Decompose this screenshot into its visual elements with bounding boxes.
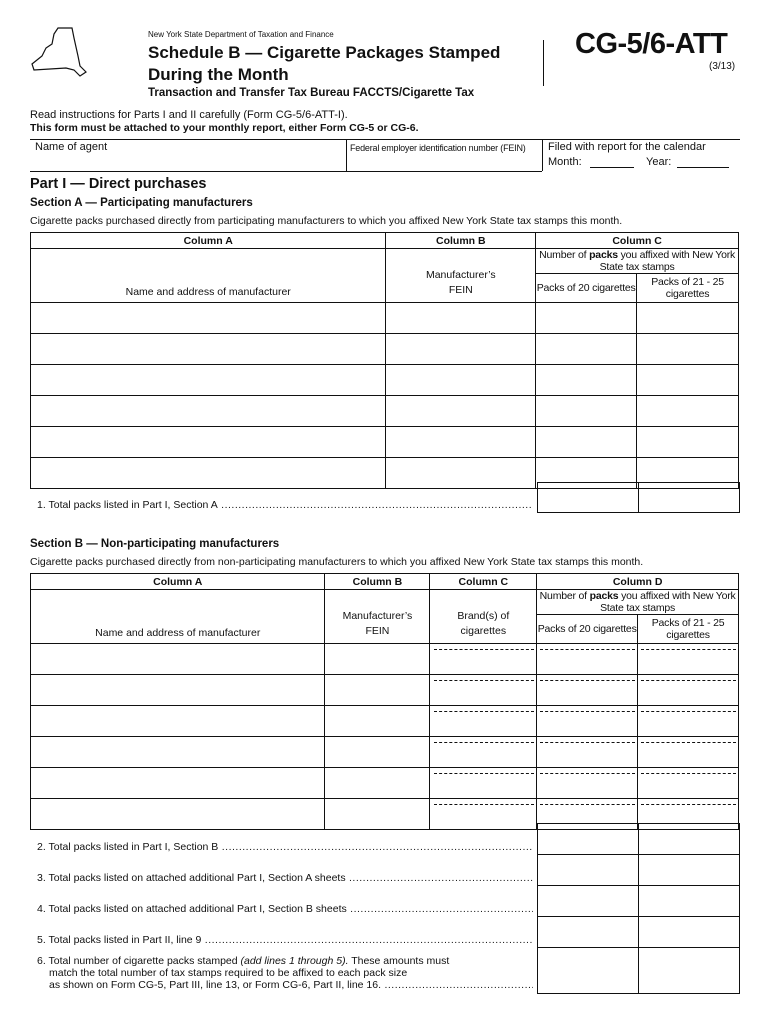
sectionA-row4-packs2125[interactable] [637,396,739,427]
line6-label-c: as shown on Form CG-5, Part III, line 13, or Form CG-6, Part II, line 16. ..... [49,979,533,991]
line1-label: 1. Total packs listed in Part I, Section A ..... [37,499,533,511]
sectionB-colA-header: Column A [31,574,325,590]
sectionB-packs20-header: Packs of 20 cigarettes [537,615,638,644]
sectionA-table [30,232,739,489]
sectionB-packs2125-header: Packs of 21 - 25 cigarettes [638,615,739,644]
sectionA-row6-name[interactable] [31,458,386,489]
sectionA-colC-header: Column C [536,233,739,249]
fein-field[interactable]: Federal employer identification number (FEIN) [350,143,526,153]
sectionA-row4-packs20[interactable] [536,396,637,427]
month-label: Month: [548,156,582,168]
sectionB-row4-fein[interactable] [325,737,430,768]
sectionA-row5-name[interactable] [31,427,386,458]
sectionB-dash-line [641,711,736,712]
sectionB-dash-line [641,773,736,774]
line5-packs2125-field[interactable] [639,917,739,947]
sectionB-colC-header: Column C [430,574,537,590]
form-number: CG-5/6-ATT [575,28,728,60]
sectionA-row1-fein[interactable] [386,303,536,334]
sectionA-row2-name[interactable] [31,334,386,365]
sectionA-packs2125-header: Packs of 21 - 25 cigarettes [637,274,739,303]
sectionB-dash-line [434,742,534,743]
sectionB-row5-fein[interactable] [325,768,430,799]
line5-label: 5. Total packs listed in Part II, line 9 ..... [37,934,533,946]
sectionB-colB-label: Manufacturer’s FEIN [325,590,430,644]
line6-label-b: match the total number of tax stamps required to be affixed to each pack size [49,967,408,979]
line4-packs2125-field[interactable] [639,886,739,916]
sectionB-dash-line [434,649,534,650]
year-label: Year: [646,156,672,168]
sectionA-row4-fein[interactable] [386,396,536,427]
sectionA-packs20-header: Packs of 20 cigarettes [536,274,637,303]
sectionB-row3-fein[interactable] [325,706,430,737]
sectionB-table [30,573,739,830]
sectionA-row5-fein[interactable] [386,427,536,458]
sectionA-row6-fein[interactable] [386,458,536,489]
sectionA-row3-packs2125[interactable] [637,365,739,396]
month-field[interactable] [590,167,634,168]
instructions-line1: Read instructions for Parts I and II carefully (Form CG-5/6-ATT-I). [30,109,348,121]
line2-label: 2. Total packs listed in Part I, Section B ..... [37,841,533,853]
line3-packs2125-field[interactable] [639,855,739,885]
year-field[interactable] [677,167,729,168]
form-revision: (3/13) [709,61,736,72]
sectionA-row1-packs2125[interactable] [637,303,739,334]
line1-packs2125-field[interactable] [638,482,740,513]
sectionB-dash-line [434,773,534,774]
sectionB-row2-fein[interactable] [325,675,430,706]
sectionA-colA-header: Column A [31,233,386,249]
sectionB-title: Section B — Non-participating manufacturers [30,538,280,550]
sectionB-row1-name[interactable] [31,644,325,675]
sectionB-colB-header: Column B [325,574,430,590]
sectionA-row3-fein[interactable] [386,365,536,396]
sectionA-colA-label: Name and address of manufacturer [31,249,386,303]
line3-packs20-field[interactable] [538,855,638,885]
sectionA-row3-packs20[interactable] [536,365,637,396]
line6-label-a: 6. Total number of cigarette packs stamped (add lines 1 through 5). These amounts must [37,955,450,967]
sectionA-row1-packs20[interactable] [536,303,637,334]
sectionA-packs-note: Number of packs you affixed with New York State tax stamps [536,249,739,274]
sectionB-dash-line [434,804,534,805]
sectionA-row3-name[interactable] [31,365,386,396]
sectionA-row1-name[interactable] [31,303,386,334]
sectionB-dash-line [540,649,635,650]
sectionB-row6-fein[interactable] [325,799,430,830]
agent-name-field[interactable]: Name of agent [35,141,108,153]
sectionB-dash-line [540,804,635,805]
filed-with-label: Filed with report for the calendar [548,141,706,153]
line2-packs2125-field[interactable] [639,824,739,854]
part1-title: Part I — Direct purchases [30,176,207,192]
line3-label: 3. Total packs listed on attached additional Part I, Section A sheets ..... [37,872,533,884]
sectionB-dash-line [641,680,736,681]
sectionA-row2-packs20[interactable] [536,334,637,365]
agency-name: New York State Department of Taxation and Finance [148,30,334,39]
bureau-subtitle: Transaction and Transfer Tax Bureau FACCTS/Cigarette Tax [148,87,475,99]
sectionA-desc: Cigarette packs purchased directly from participating manufacturers to which you affixed New York State tax stamps this month. [30,215,623,227]
sectionB-row1-fein[interactable] [325,644,430,675]
line4-label: 4. Total packs listed on attached additional Part I, Section B sheets ..... [37,903,533,915]
sectionA-colB-header: Column B [386,233,536,249]
sectionB-dash-line [434,711,534,712]
new-york-state-outline-icon [28,26,90,78]
sectionA-row5-packs2125[interactable] [637,427,739,458]
line2-packs20-field[interactable] [538,824,638,854]
sectionB-row4-name[interactable] [31,737,325,768]
sectionA-title: Section A — Participating manufacturers [30,197,253,209]
sectionB-dash-line [540,773,635,774]
sectionB-dash-line [540,742,635,743]
form-title-line2: During the Month [148,65,289,84]
line5-packs20-field[interactable] [538,917,638,947]
instructions-line2: This form must be attached to your monthly report, either Form CG-5 or CG-6. [30,122,419,134]
sectionB-dash-line [540,711,635,712]
sectionB-dash-line [434,680,534,681]
sectionA-row4-name[interactable] [31,396,386,427]
sectionA-row2-fein[interactable] [386,334,536,365]
sectionB-dash-line [641,649,736,650]
sectionA-colB-label: Manufacturer’s FEIN [386,249,536,303]
sectionB-row6-name[interactable] [31,799,325,830]
sectionB-colD-header: Column D [537,574,739,590]
sectionB-packs-note: Number of packs you affixed with New York State tax stamps [537,590,739,615]
sectionB-row2-name[interactable] [31,675,325,706]
line6-packs2125-field[interactable] [639,948,739,993]
sectionB-dash-line [641,742,736,743]
sectionB-dash-line [540,680,635,681]
sectionA-row5-packs20[interactable] [536,427,637,458]
line6-packs20-field[interactable] [538,948,638,993]
sectionB-desc: Cigarette packs purchased directly from non-participating manufacturers to which you affixed New York State tax stamps this month. [30,556,644,568]
sectionB-colA-label: Name and address of manufacturer [31,590,325,644]
sectionB-dash-line [641,804,736,805]
sectionB-row5-name[interactable] [31,768,325,799]
line4-packs20-field[interactable] [538,886,638,916]
form-title-line1: Schedule B — Cigarette Packages Stamped [148,43,501,62]
sectionA-row2-packs2125[interactable] [637,334,739,365]
sectionB-colC-label: Brand(s) of cigarettes [430,590,537,644]
sectionB-row3-name[interactable] [31,706,325,737]
line1-packs20-field[interactable] [537,482,639,513]
